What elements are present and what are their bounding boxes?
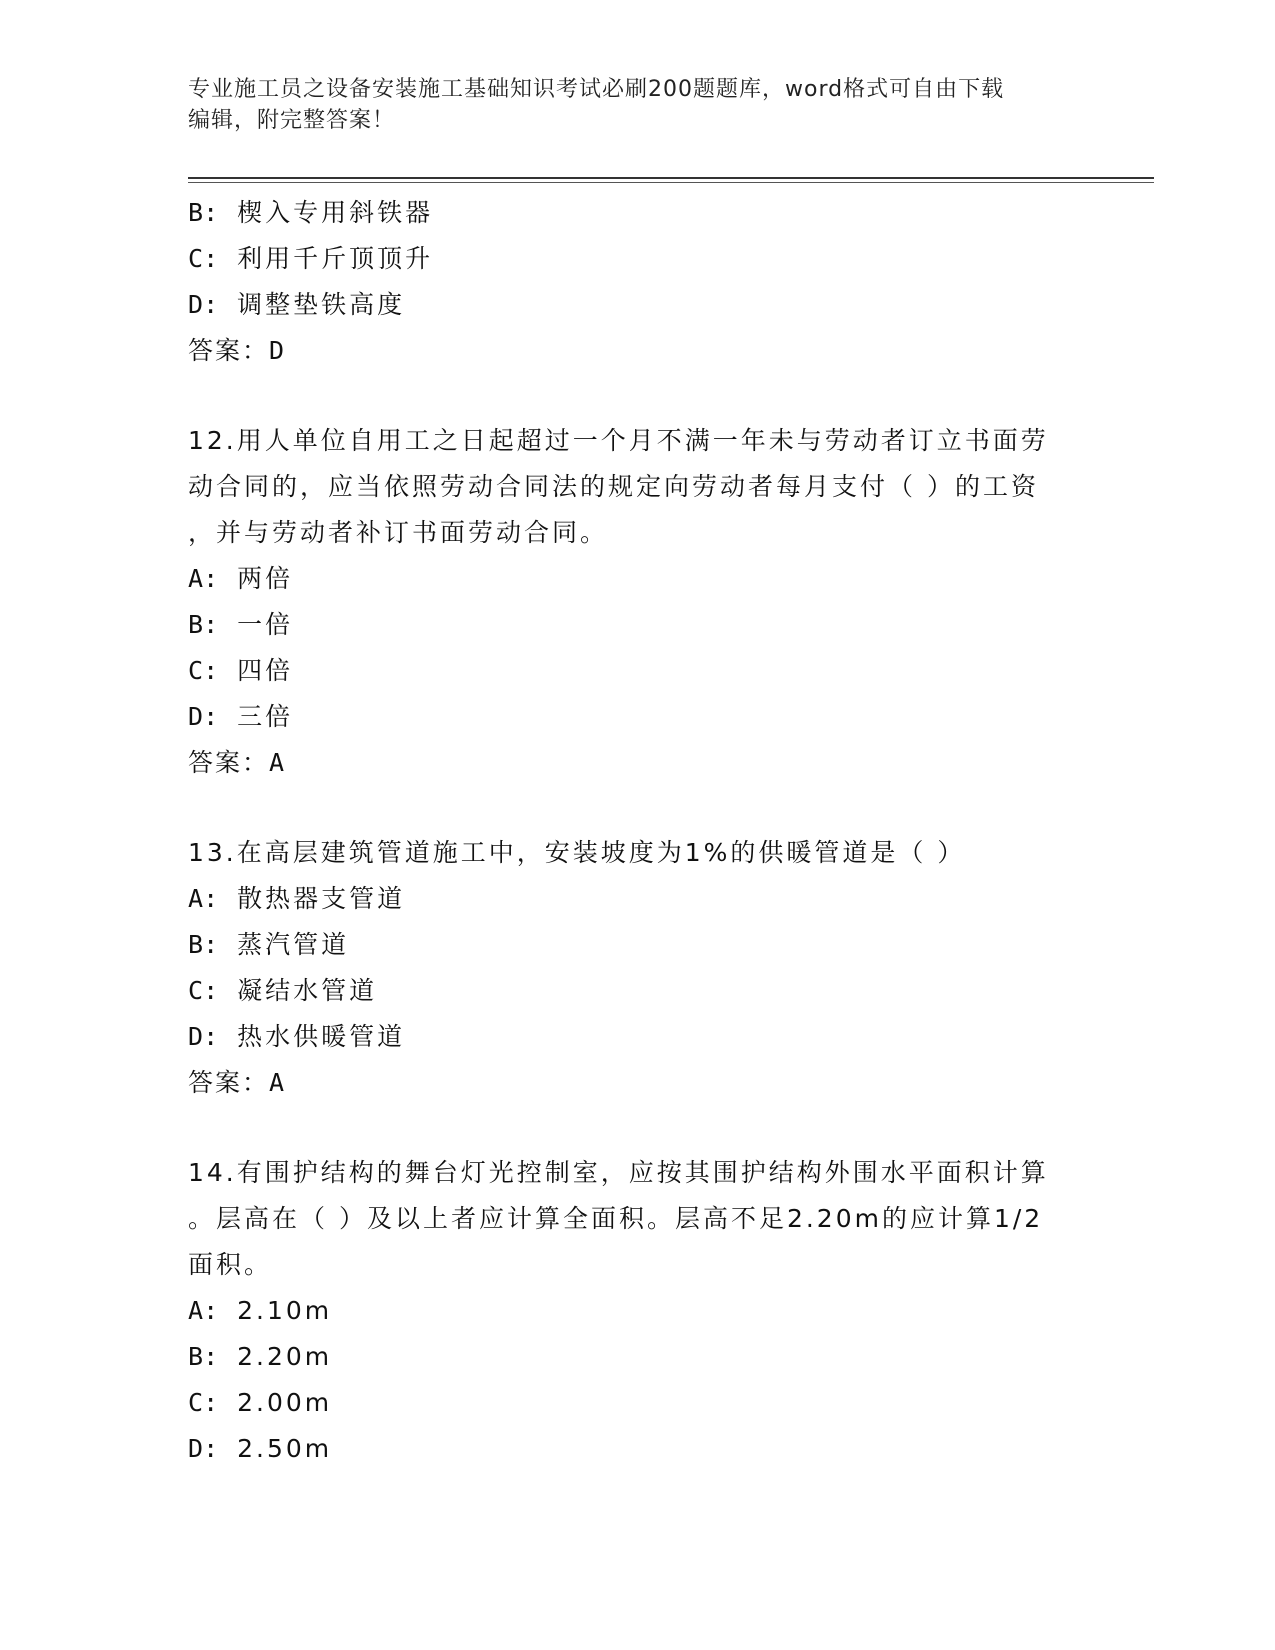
question-text-line: 12.用人单位自用工之日起超过一个月不满一年未与劳动者订立书面劳 xyxy=(188,426,1049,455)
option-text: 2.00m xyxy=(237,1388,333,1417)
option-separator: : xyxy=(203,1296,222,1325)
option-text: 两倍 xyxy=(237,564,294,593)
question-text-line: 。层高在（ ）及以上者应计算全面积。层高不足2.20m的应计算1/2 xyxy=(188,1204,1044,1233)
option-d xyxy=(188,1426,1088,1472)
option-separator: : xyxy=(203,656,222,685)
option-b xyxy=(188,602,1088,648)
question-block-12 xyxy=(188,418,1088,786)
question-text-line: 动合同的，应当依照劳动合同法的规定向劳动者每月支付（ ）的工资 xyxy=(188,472,1039,501)
answer-label: 答案： xyxy=(188,336,270,365)
spacer xyxy=(188,374,1088,418)
option-text: 调整垫铁高度 xyxy=(237,290,406,319)
option-c xyxy=(188,648,1088,694)
question-text-line: ，并与劳动者补订书面劳动合同。 xyxy=(188,518,609,547)
question-block-13 xyxy=(188,830,1088,1106)
option-letter: B xyxy=(188,930,204,959)
option-letter: B xyxy=(188,198,204,227)
option-b xyxy=(188,190,1088,236)
option-text: 2.20m xyxy=(237,1342,333,1371)
page-header xyxy=(188,74,1088,136)
answer-line xyxy=(188,1060,1088,1106)
option-text: 三倍 xyxy=(237,702,294,731)
option-c xyxy=(188,236,1088,282)
option-c xyxy=(188,1380,1088,1426)
option-letter: C xyxy=(188,656,204,685)
option-separator: : xyxy=(203,930,222,959)
option-letter: B xyxy=(188,1342,204,1371)
option-letter: D xyxy=(188,290,204,319)
option-separator: : xyxy=(203,1342,222,1371)
option-letter: C xyxy=(188,244,204,273)
option-letter: D xyxy=(188,1022,204,1051)
option-text: 利用千斤顶顶升 xyxy=(237,244,434,273)
option-separator: : xyxy=(203,884,222,913)
question-text-line: 13.在高层建筑管道施工中，安装坡度为1%的供暖管道是（ ） xyxy=(188,838,966,867)
option-letter: C xyxy=(188,1388,204,1417)
option-text: 凝结水管道 xyxy=(237,976,378,1005)
option-b xyxy=(188,1334,1088,1380)
option-text: 散热器支管道 xyxy=(237,884,406,913)
question-text-line: 面积。 xyxy=(188,1250,273,1279)
question-block-prev xyxy=(188,190,1088,374)
option-separator: : xyxy=(203,244,222,273)
option-a xyxy=(188,876,1088,922)
option-d xyxy=(188,694,1088,740)
option-d xyxy=(188,282,1088,328)
option-b xyxy=(188,922,1088,968)
option-d xyxy=(188,1014,1088,1060)
option-letter: A xyxy=(188,1296,204,1325)
option-text: 2.50m xyxy=(237,1434,333,1463)
option-c xyxy=(188,968,1088,1014)
option-text: 热水供暖管道 xyxy=(237,1022,406,1051)
option-separator: : xyxy=(203,610,222,639)
spacer xyxy=(188,786,1088,830)
option-separator: : xyxy=(203,1388,222,1417)
option-separator: : xyxy=(203,702,222,731)
option-letter: A xyxy=(188,564,204,593)
option-text: 楔入专用斜铁器 xyxy=(237,198,434,227)
option-separator: : xyxy=(203,290,222,319)
option-separator: : xyxy=(203,1434,222,1463)
answer-label: 答案： xyxy=(188,1068,270,1097)
option-text: 蒸汽管道 xyxy=(237,930,350,959)
option-a xyxy=(188,1288,1088,1334)
option-letter: A xyxy=(188,884,204,913)
question-text-line: 14.有围护结构的舞台灯光控制室，应按其围护结构外围水平面积计算 xyxy=(188,1158,1049,1187)
option-separator: : xyxy=(203,976,222,1005)
option-separator: : xyxy=(203,198,222,227)
question-block-14 xyxy=(188,1150,1088,1472)
answer-value: A xyxy=(269,1068,287,1097)
option-letter: D xyxy=(188,702,204,731)
answer-line xyxy=(188,328,1088,374)
header-line-1: 专业施工员之设备安装施工基础知识考试必刷200题题库，word格式可自由下载 xyxy=(188,77,1005,102)
answer-value: D xyxy=(269,336,287,365)
document-body xyxy=(188,190,1088,1472)
option-letter: D xyxy=(188,1434,204,1463)
spacer xyxy=(188,1106,1088,1150)
header-line-2: 编辑，附完整答案！ xyxy=(188,108,396,133)
answer-label: 答案： xyxy=(188,748,270,777)
option-text: 四倍 xyxy=(237,656,294,685)
option-separator: : xyxy=(203,564,222,593)
header-divider-thick xyxy=(188,177,1154,179)
header-divider-thin xyxy=(188,182,1154,183)
option-text: 2.10m xyxy=(237,1296,333,1325)
option-letter: B xyxy=(188,610,204,639)
option-a xyxy=(188,556,1088,602)
option-letter: C xyxy=(188,976,204,1005)
option-text: 一倍 xyxy=(237,610,294,639)
answer-line xyxy=(188,740,1088,786)
answer-value: A xyxy=(269,748,287,777)
option-separator: : xyxy=(203,1022,222,1051)
